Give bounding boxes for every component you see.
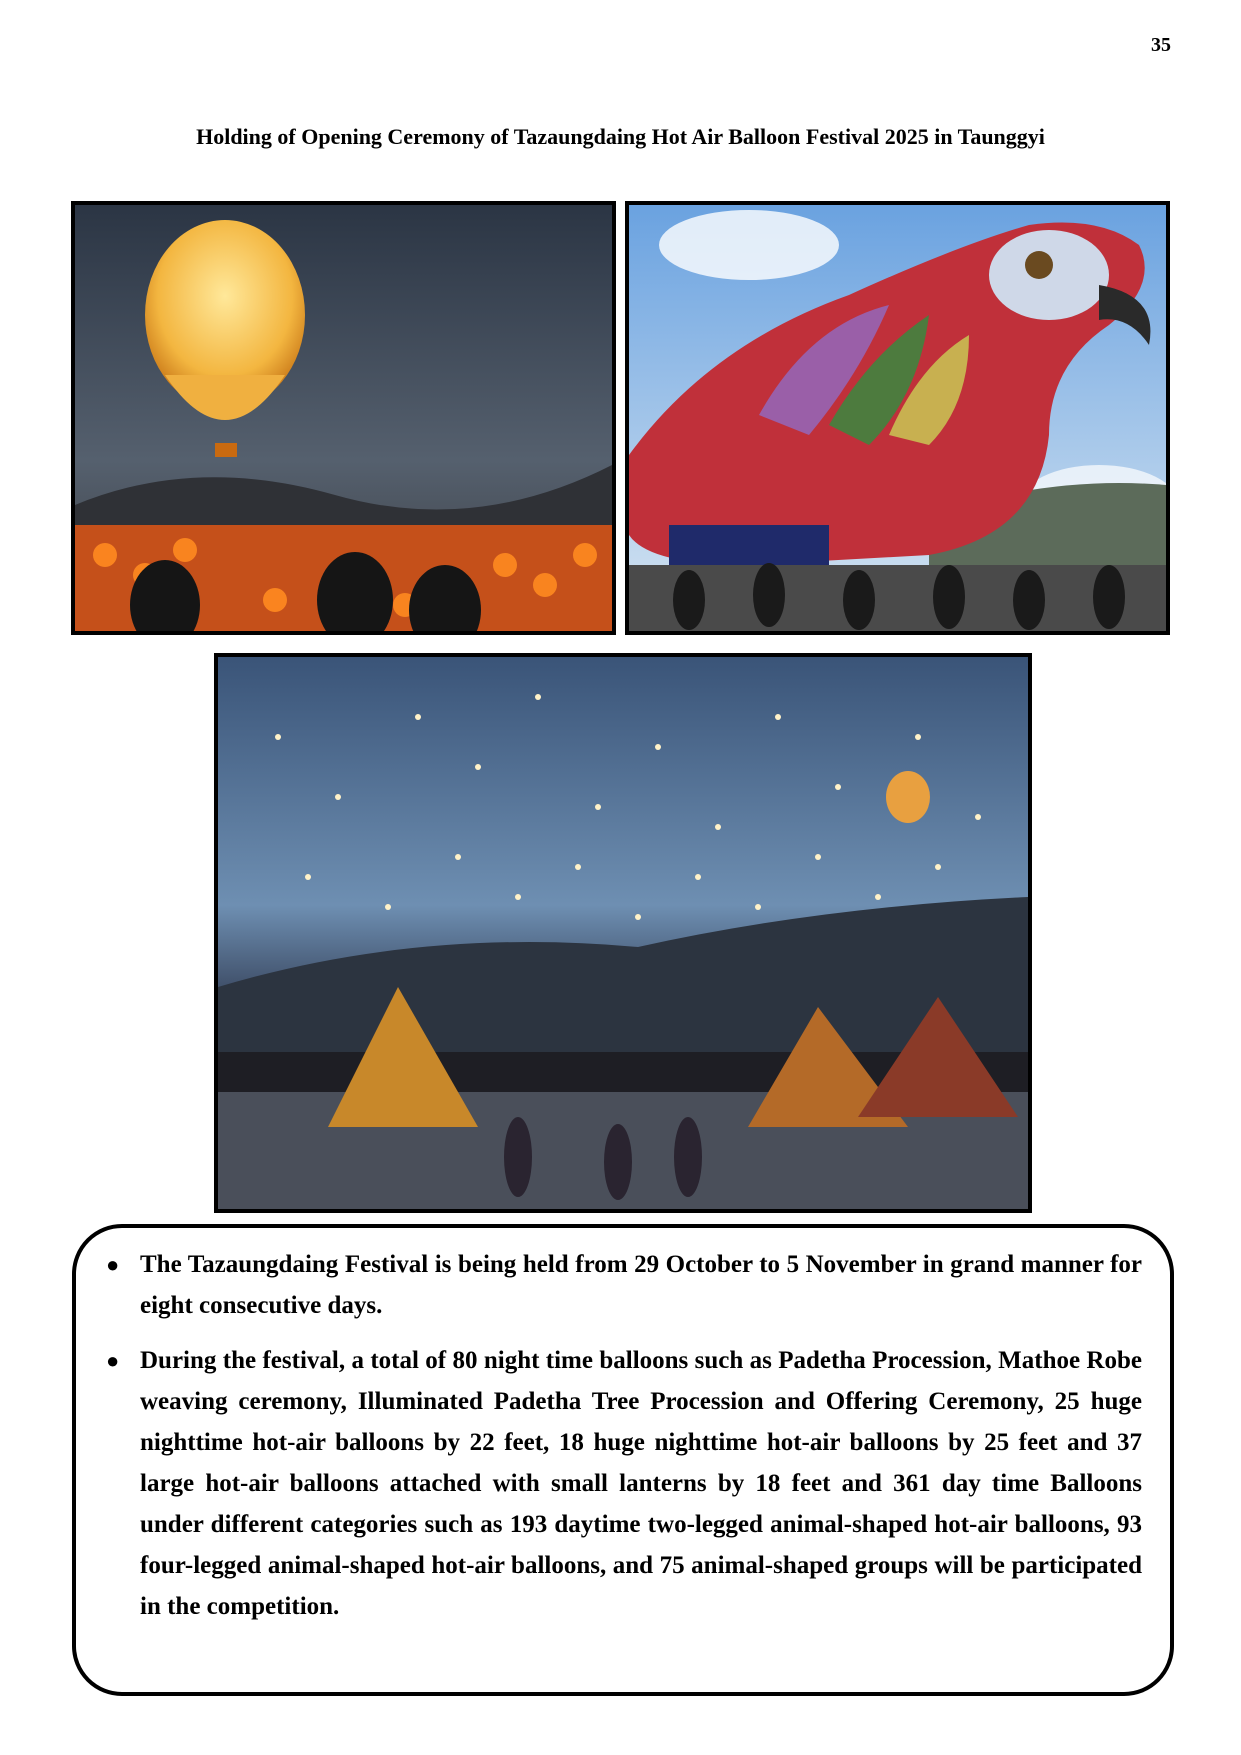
summary-box: [72, 1224, 1174, 1696]
bullet-icon: ●: [106, 1252, 120, 1277]
lantern-festival-photo: [214, 653, 1032, 1213]
summary-bullet-text: During the festival, a total of 80 night time balloons such as Padetha Procession, Mathoe Robe weaving ceremony, Illuminated Padetha Tree Procession and Offering Ceremony, 25 huge nighttime hot-air balloons by 22 feet, 18 huge nighttime hot-air balloons by 25 feet and 37 large hot-air balloons attached with small lanterns by 18 feet and 361 day time Balloons under different categories such as 193 daytime two-legged animal-shaped hot-air balloons, 93 four-legged animal-shaped hot-air balloons, and 75 animal-shaped groups will be participated in the competition.: [140, 1347, 1142, 1620]
parrot-balloon-photo: [625, 201, 1170, 635]
night-balloon-photo: [71, 201, 616, 635]
summary-bullet: [102, 1340, 1142, 1627]
summary-bullet-list: [102, 1244, 1142, 1627]
summary-bullet: [102, 1244, 1142, 1326]
page-title: Holding of Opening Ceremony of Tazaungdaing Hot Air Balloon Festival 2025 in Taunggyi: [196, 124, 1045, 149]
summary-bullet-text: The Tazaungdaing Festival is being held from 29 October to 5 November in grand manner for eight consecutive days.: [140, 1251, 1142, 1319]
bullet-icon: ●: [106, 1348, 120, 1373]
page-number: 35: [1151, 34, 1171, 56]
